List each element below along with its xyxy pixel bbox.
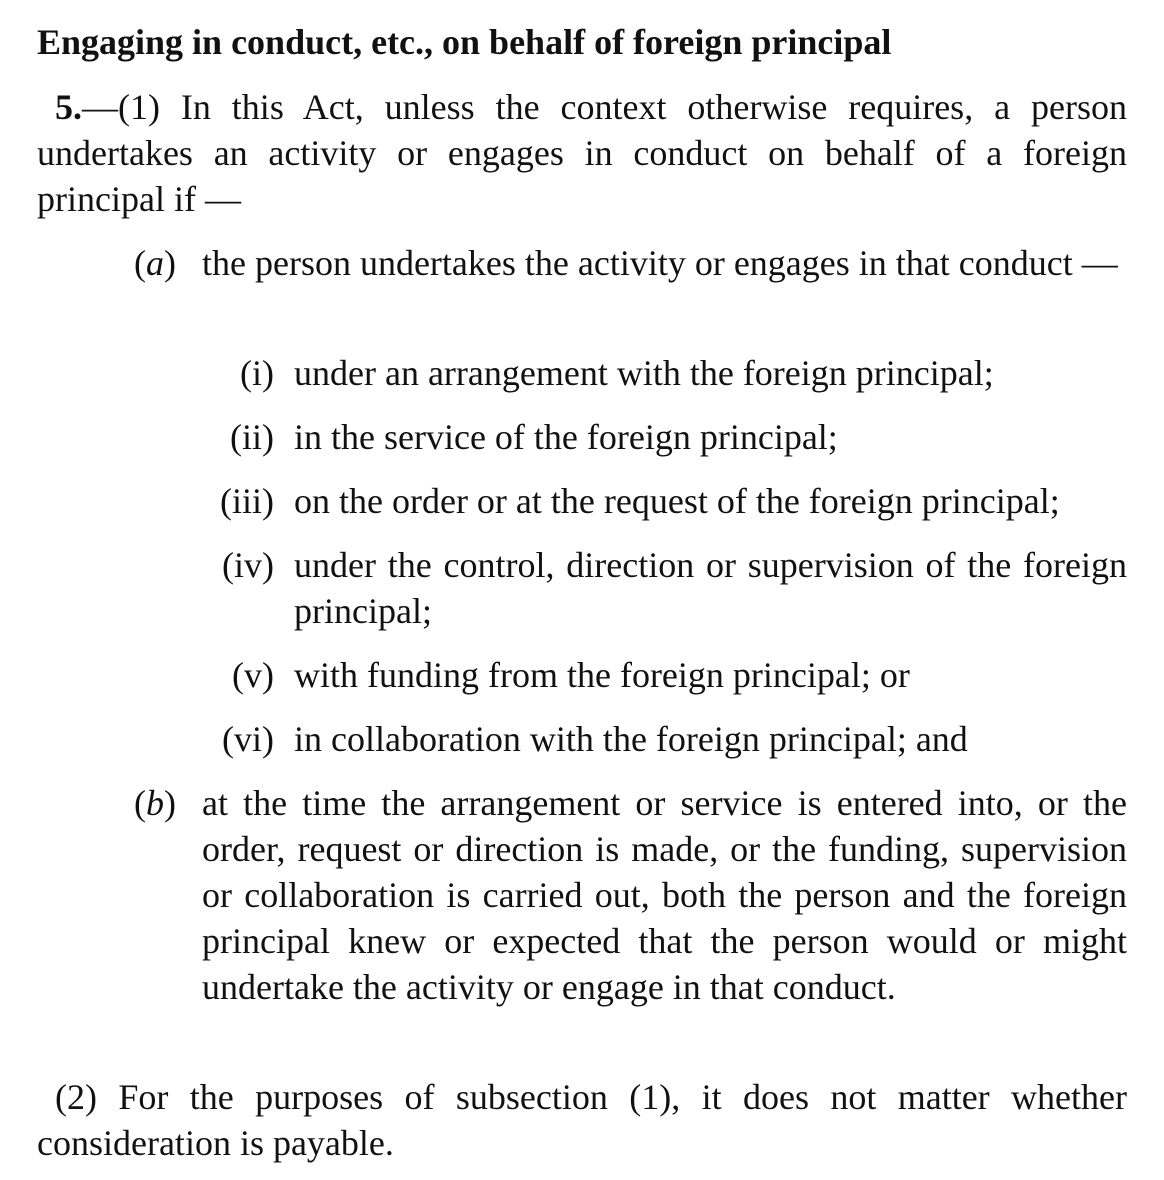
sub-item-text: under the control, direction or supervision of the foreign principal; (294, 545, 1127, 631)
sub-item-label: (v) (232, 655, 274, 695)
subsection-1-opening (37, 84, 1127, 222)
sub-item-label: (vi) (222, 719, 274, 759)
paragraph-b-label (134, 780, 176, 826)
sub-item-text: in the service of the foreign principal; (294, 417, 838, 457)
label-open-paren: ( (134, 243, 146, 283)
paragraph-b (0, 780, 1164, 1056)
paragraph-b-text: at the time the arrangement or service is entered into, or the order, request or direction is made, or the funding, supervision or collaboration is carried out, both the person and the foreign principal knew or expected that the person would or might undertake the activity or engage in that conduct. (202, 783, 1127, 1007)
sub-item-text: with funding from the foreign principal; or (294, 655, 910, 695)
label-letter: b (146, 783, 164, 823)
paragraph-a-text: the person undertakes the activity or engages in that conduct — (202, 243, 1118, 283)
section-heading: Engaging in conduct, etc., on behalf of foreign principal (37, 22, 892, 62)
sub-item-label: (ii) (230, 417, 274, 457)
sub-item-text: in collaboration with the foreign principal; and (294, 719, 968, 759)
sub-item-text: under an arrangement with the foreign principal; (294, 353, 994, 393)
section-number: 5. (55, 87, 82, 127)
sub-item-text: on the order or at the request of the foreign principal; (294, 481, 1060, 521)
paragraph-a (0, 240, 1164, 332)
sub-item-label: (iii) (220, 481, 274, 521)
label-open-paren: ( (134, 783, 146, 823)
label-close-paren: ) (164, 243, 176, 283)
sub-item-label: (iv) (222, 545, 274, 585)
label-close-paren: ) (164, 783, 176, 823)
sub-item-label: (i) (240, 353, 274, 393)
label-letter: a (146, 243, 164, 283)
subsection-2: (2) For the purposes of subsection (1), it does not matter whether consideration is payable. (37, 1077, 1127, 1163)
paragraph-a-label (134, 240, 176, 286)
sub-item-iv (0, 542, 1164, 634)
subsection-1-text: —(1) In this Act, unless the context otherwise requires, a person undertakes an activity or engages in conduct on behalf of a foreign principal if — (37, 87, 1127, 219)
